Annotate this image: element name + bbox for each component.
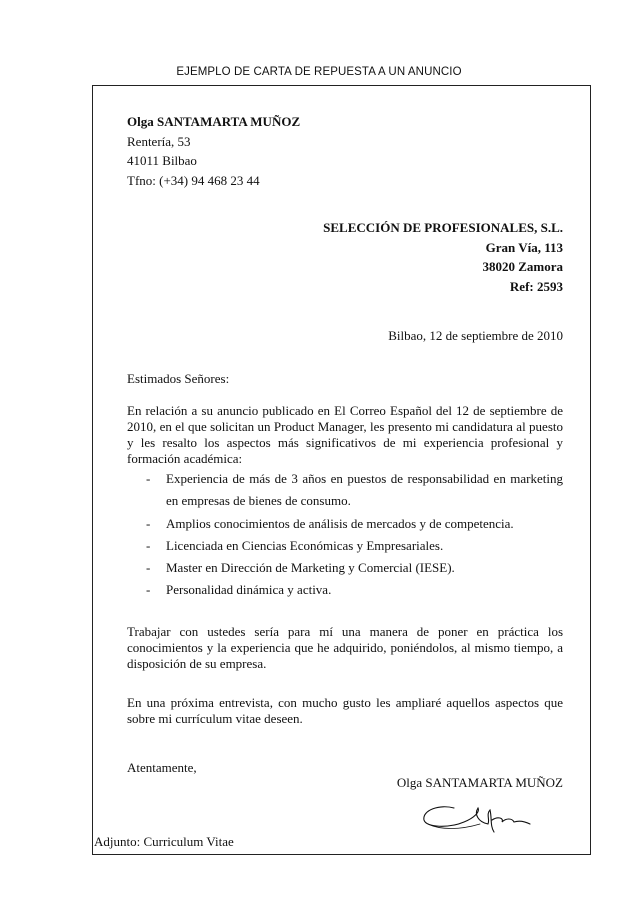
signature-icon: [420, 800, 540, 836]
list-item-text: Amplios conocimientos de análisis de mercados y de competencia.: [166, 516, 514, 531]
recipient-ref: Ref: 2593: [509, 278, 563, 294]
attachment-note: Adjunto: Curriculum Vitae: [94, 834, 234, 849]
list-item-text: Experiencia de más de 3 años en puestos de responsabilidad en marketing en empresas de bienes de consumo.: [166, 471, 563, 508]
bullet-marker: -: [146, 560, 151, 575]
page-heading: EJEMPLO DE CARTA DE REPUESTA A UN ANUNCIO: [176, 66, 462, 78]
closing: Atentamente,: [127, 760, 197, 775]
bullet-marker: -: [146, 471, 151, 486]
recipient-city: 38020 Zamora: [482, 259, 563, 274]
bullet-marker: -: [146, 582, 151, 597]
sender-city: 41011 Bilbao: [127, 153, 197, 168]
list-item-text: Master en Dirección de Marketing y Comercial (IESE).: [166, 560, 455, 575]
sender-name: Olga SANTAMARTA MUÑOZ: [127, 114, 301, 129]
sender-phone: Tfno: (+34) 94 468 23 44: [127, 172, 260, 188]
bullet-marker: -: [146, 516, 151, 531]
bullet-marker: -: [146, 538, 151, 553]
recipient-block: [323, 218, 563, 296]
recipient-street: Gran Vía, 113: [485, 239, 563, 255]
list-item: [146, 535, 563, 556]
signer-name: Olga SANTAMARTA MUÑOZ: [396, 775, 563, 790]
qualifications-list: [146, 468, 563, 601]
body-paragraph-3: En una próxima entrevista, con mucho gusto les ampliaré aquellos aspectos que sobre mi currículum vitae deseen.: [127, 695, 563, 726]
list-item: [146, 513, 563, 534]
greeting: Estimados Señores:: [127, 371, 230, 386]
list-item: [146, 579, 563, 600]
recipient-company: SELECCIÓN DE PROFESIONALES, S.L.: [323, 220, 563, 235]
list-item-text: Licenciada en Ciencias Económicas y Empresariales.: [166, 538, 444, 553]
intro-paragraph: En relación a su anuncio publicado en El Correo Español del 12 de septiembre de 2010, en el que solicitan un Product Manager, les presento mi candidatura al puesto y les resalto los aspectos más significativos de mi experiencia profesional y formación académica:: [127, 403, 563, 466]
sender-block: [127, 112, 300, 190]
letter-date: Bilbao, 12 de septiembre de 2010: [388, 328, 563, 343]
body-paragraph-2: Trabajar con ustedes sería para mí una manera de poner en práctica los conocimientos y la experiencia que he adquirido, poniéndolos, al mismo tiempo, a disposición de su empresa.: [127, 624, 563, 671]
sender-street: Rentería, 53: [127, 133, 191, 149]
list-item: [146, 468, 563, 512]
list-item-text: Personalidad dinámica y activa.: [166, 582, 332, 597]
list-item: [146, 557, 563, 578]
